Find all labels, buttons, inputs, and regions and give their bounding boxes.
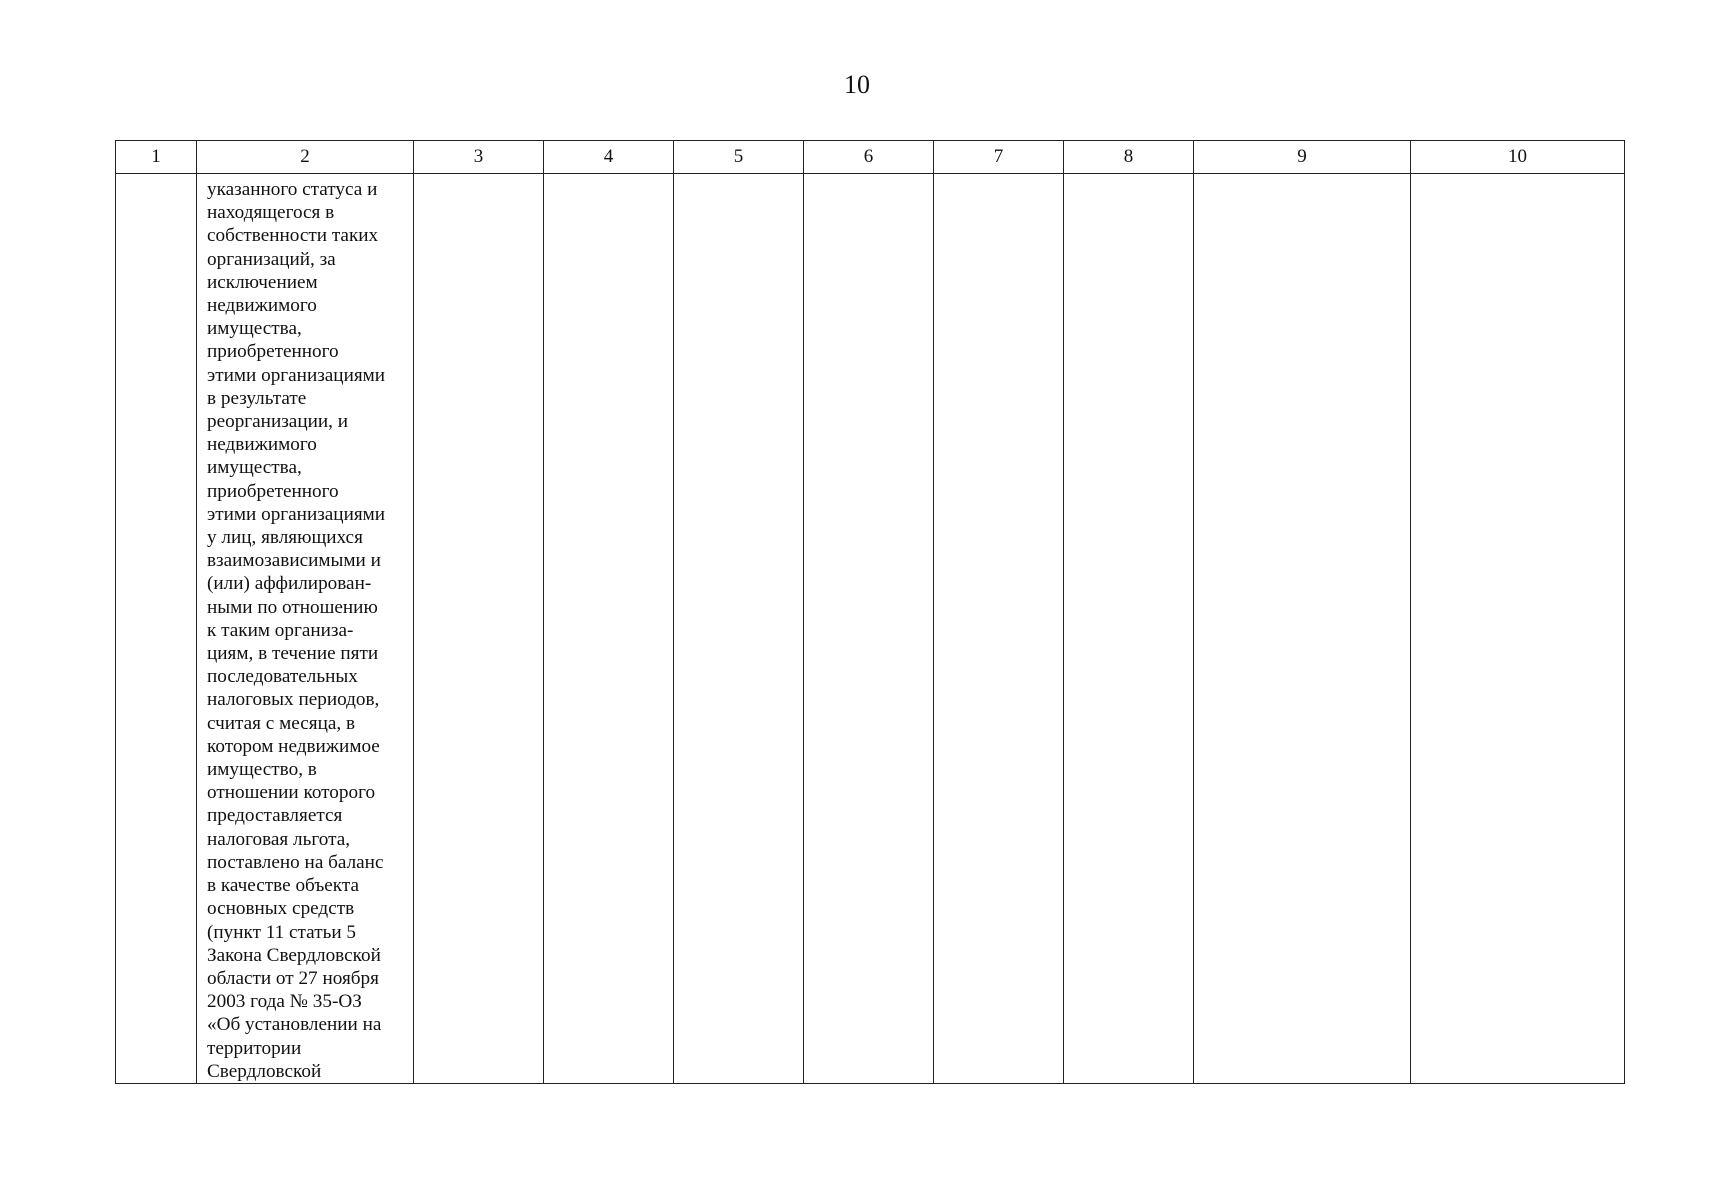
table-cell-col-5 [674,174,804,1084]
column-header-3: 3 [414,141,544,174]
column-header-8: 8 [1064,141,1194,174]
column-header-2: 2 [197,141,414,174]
table-cell-col-4 [544,174,674,1084]
document-table [115,140,1625,1084]
column-header-5: 5 [674,141,804,174]
column-header-9: 9 [1194,141,1411,174]
table-cell-col-2 [197,174,414,1084]
table-cell-col-10 [1411,174,1625,1084]
page-number: 10 [844,70,870,99]
table-cell-col-1 [116,174,197,1084]
column-header-10: 10 [1411,141,1625,174]
column-header-6: 6 [804,141,934,174]
column-header-1: 1 [116,141,197,174]
table-cell-col-9 [1194,174,1411,1084]
table-row [116,174,1625,1084]
table-cell-col-8 [1064,174,1194,1084]
table-cell-col-3 [414,174,544,1084]
column-header-4: 4 [544,141,674,174]
table-cell-col-6 [804,174,934,1084]
column-header-7: 7 [934,141,1064,174]
cell-text-description: указанного статуса и находящегося в собственности таких организаций, за исключением недвижимого имущества, приобретенного этими организациями в результате реорганизации, и недвижимого имущества, приобретенного этими организациями у лиц, являющихся взаимозависимыми и (или) аффилирован- ными по отношению к таким организа- циям, в течение пяти последовательных налоговых периодов, считая с месяца, в котором недвижимое имущество, в отношении которого предоставляется налоговая льгота, поставлено на баланс в качестве объекта основных средств (пункт 11 статьи 5 Закона Свердловской области от 27 ноября 2003 года № 35-ОЗ «Об установлении на территории Свердловской [207,179,386,1082]
table-cell-col-7 [934,174,1064,1084]
header-row [116,141,1625,174]
